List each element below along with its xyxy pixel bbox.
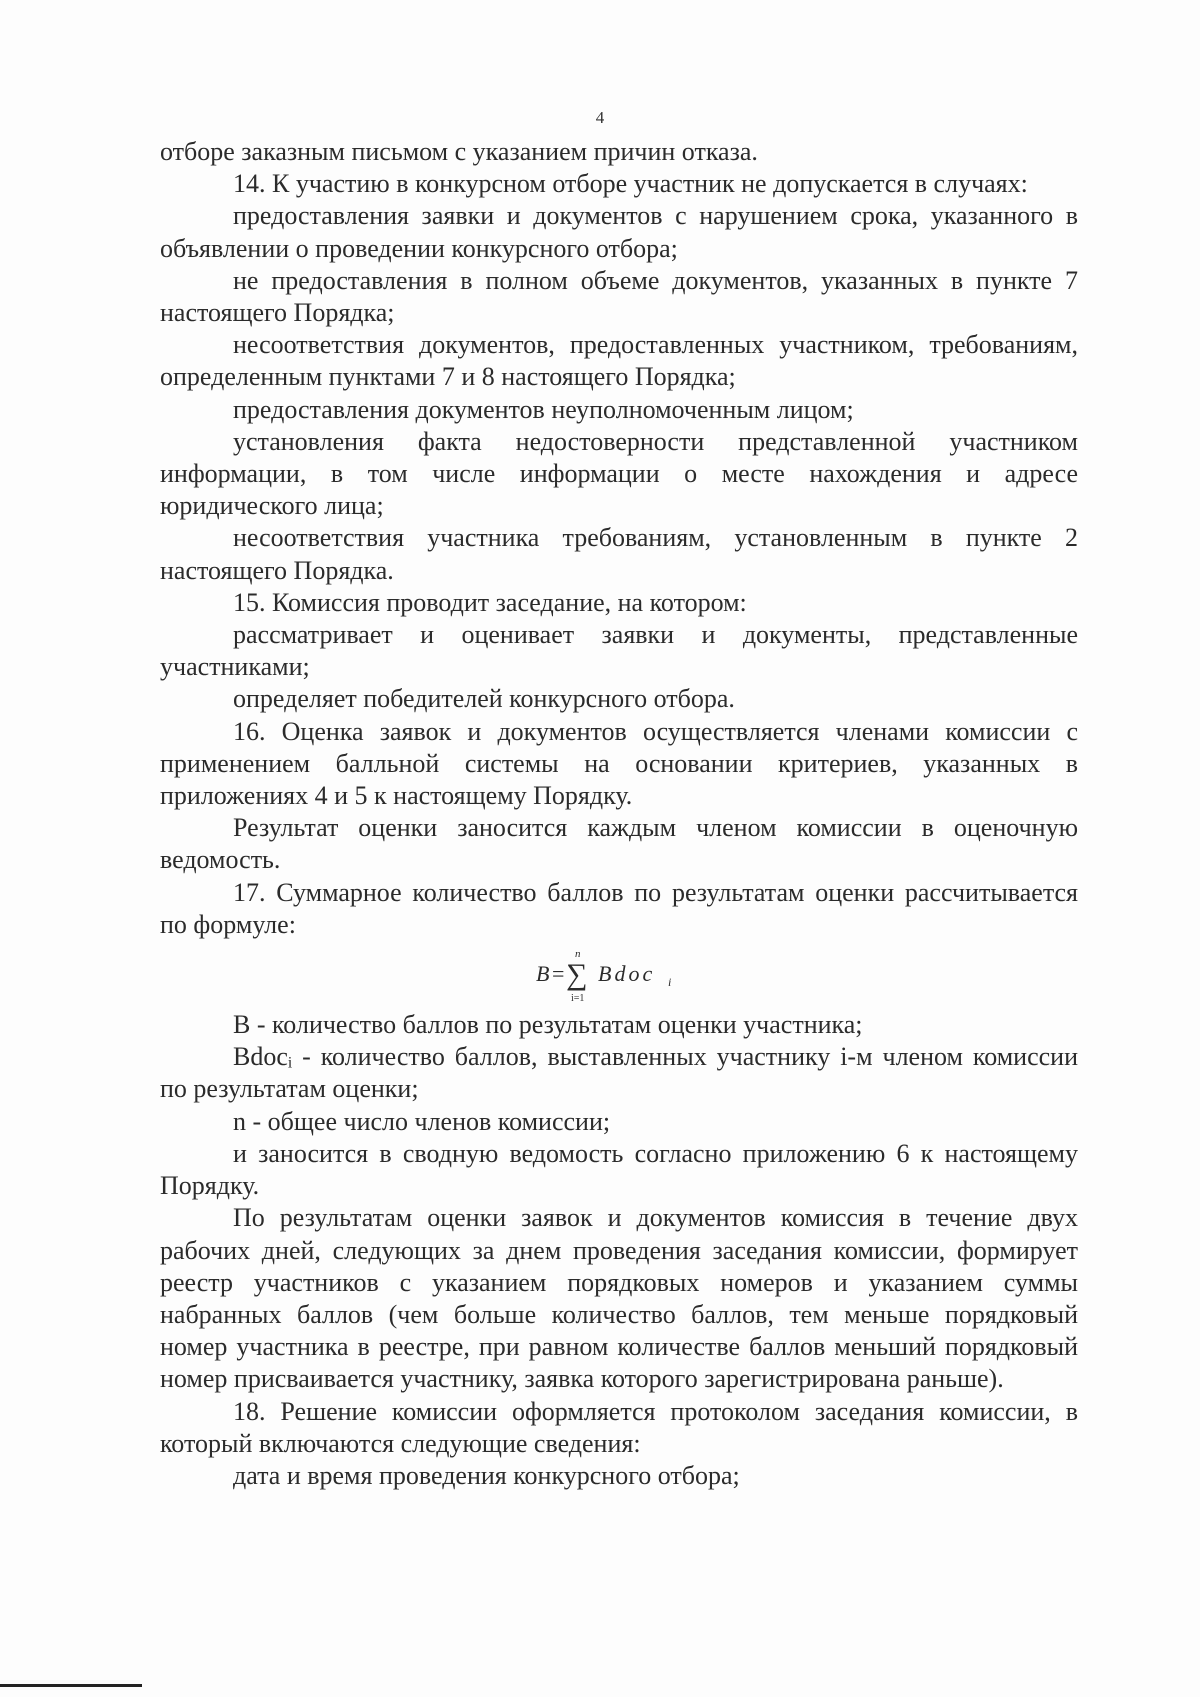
formula-sigma: ∑ (566, 958, 588, 992)
formula-graphic (534, 947, 704, 1005)
paragraph: несоответствия документов, предоставленных участником, требованиям, определенным пунктами 7 и 8 настоящего Порядка; (160, 330, 1078, 392)
paragraph: Bdocᵢ - количество баллов, выставленных участнику i-м членом комиссии по результатам оценки; (160, 1042, 1078, 1104)
scan-edge-line (0, 1684, 142, 1687)
document-body (160, 136, 1078, 1492)
paragraph: определяет победителей конкурсного отбора. (233, 684, 735, 714)
paragraph: 14. К участию в конкурсном отборе участник не допускается в случаях: (233, 169, 1028, 199)
sum-formula (160, 947, 1078, 1005)
formula-upper-limit: n (575, 948, 581, 961)
formula-term: Bdoc (598, 961, 656, 987)
paragraph: не предоставления в полном объеме документов, указанных в пункте 7 настоящего Порядка; (160, 265, 1078, 328)
formula-lower-limit: i=1 (571, 993, 585, 1005)
formula-equals: = (552, 961, 565, 987)
paragraph: рассматривает и оценивает заявки и документы, представленные участниками; (160, 620, 1078, 682)
paragraph: 15. Комиссия проводит заседание, на котором: (233, 587, 747, 617)
formula-subscript: i (668, 975, 672, 990)
paragraph: 16. Оценка заявок и документов осуществляется членами комиссии с применением балльной системы на основании критериев, указанных в приложениях 4 и 5 к настоящему Порядку. (160, 716, 1078, 811)
paragraph: несоответствия участника требованиям, установленным в пункте 2 настоящего Порядка. (160, 523, 1078, 585)
paragraph: 17. Суммарное количество баллов по результатам оценки рассчитывается по формуле: (160, 877, 1078, 939)
paragraph: B - количество баллов по результатам оценки участника; (233, 1010, 863, 1040)
paragraph: n - общее число членов комиссии; (233, 1106, 611, 1136)
paragraph: По результатам оценки заявок и документов комиссия в течение двух рабочих дней, следующих за днем проведения заседания комиссии, формирует реестр участников с указанием порядковых номеров и указанием суммы набранных баллов (чем больше количество баллов, тем меньше порядковый номер участника в реестре, при равном количестве баллов меньший порядковый номер присваивается участнику, заявка которого зарегистрирована раньше). (160, 1203, 1078, 1394)
page-number: 4 (595, 108, 605, 127)
paragraph: и заносится в сводную ведомость согласно приложению 6 к настоящему Порядку. (160, 1138, 1078, 1201)
paragraph: Результат оценки заносится каждым членом комиссии в оценочную ведомость. (160, 813, 1078, 875)
paragraph: отборе заказным письмом с указанием причин отказа. (160, 137, 758, 166)
paragraph: предоставления заявки и документов с нарушением срока, указанного в объявлении о проведении конкурсного отбора; (160, 201, 1078, 263)
paragraph: дата и время проведения конкурсного отбора; (233, 1460, 740, 1490)
formula-lhs: B (536, 961, 550, 987)
paragraph: 18. Решение комиссии оформляется протоколом заседания комиссии, в который включаются следующие сведения: (160, 1396, 1078, 1458)
paragraph: предоставления документов неуполномоченным лицом; (233, 394, 854, 424)
paragraph: установления факта недостоверности представленной участником информации, в том числе информации о месте нахождения и адресе юридического лица; (160, 426, 1078, 521)
